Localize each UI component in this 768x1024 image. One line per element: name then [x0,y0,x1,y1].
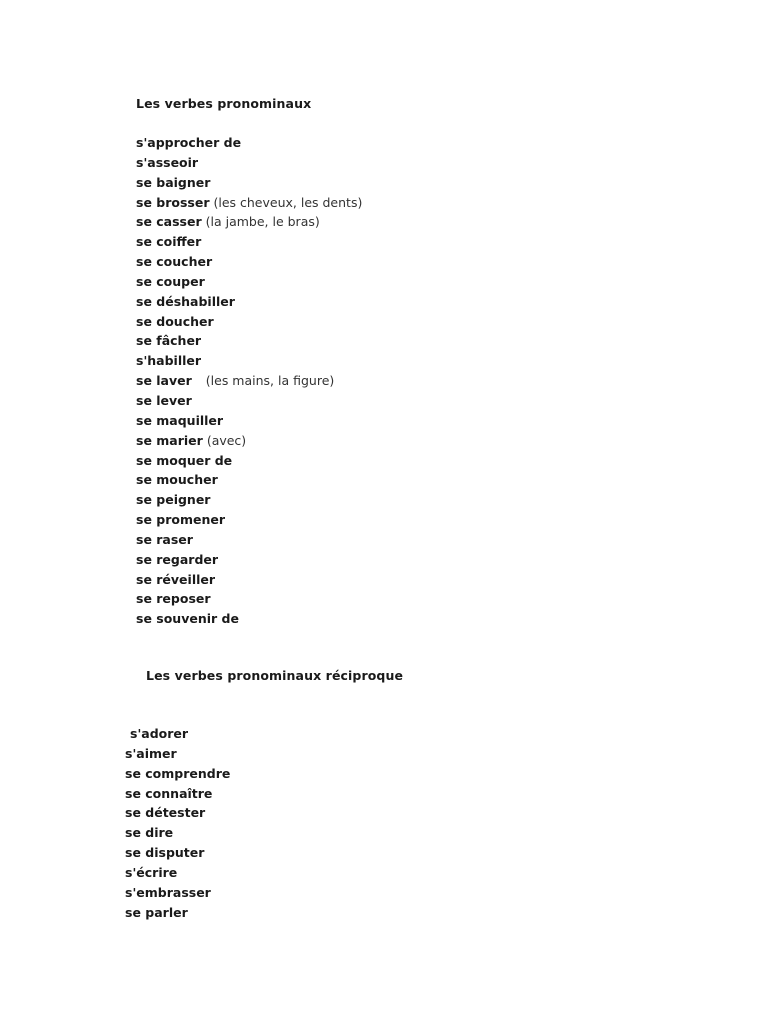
list-item [125,724,230,744]
verb-text: se souvenir de [136,611,239,627]
list-item [125,744,230,764]
list-item [136,351,362,371]
list-item [136,510,362,530]
verb-text: s'aimer [125,745,177,761]
list-item [125,883,230,903]
verb-note: (avec) [206,432,247,448]
list-item [136,470,362,490]
verb-note: (les cheveux, les dents) [213,194,363,210]
verb-text: se disputer [125,845,205,861]
list-item [136,530,362,550]
verb-text: se parler [125,904,188,920]
verb-text: s'approcher de [136,135,242,150]
list-item [136,431,362,451]
verb-text: se regarder [136,551,219,567]
list-item [136,490,362,510]
list-item [125,823,230,843]
list-item [136,589,362,609]
list-item [136,153,362,173]
verb-text: se détester [125,805,206,821]
verb-text: s'écrire [125,864,178,880]
verb-text: se promener [136,512,226,528]
verb-text: se lever [136,392,192,408]
list-item [125,863,230,883]
list-item [136,133,362,153]
reciprocal-verb-list [125,724,230,922]
verb-text: se casser [136,214,202,230]
list-item [136,570,362,590]
verb-note: (la jambe, le bras) [205,214,320,230]
verb-text: se moquer de [136,452,233,468]
verb-text: se raser [136,531,193,547]
list-item [136,391,362,411]
list-item [136,193,362,213]
verb-note: (les mains, la figure) [205,373,335,389]
verb-text: s'embrasser [125,884,211,900]
list-item [136,371,362,391]
verb-text: se couper [136,273,205,289]
list-item [136,292,362,312]
pronominal-verb-list [136,133,362,629]
list-item [125,843,230,863]
list-item [125,764,230,784]
list-item [125,803,230,823]
verb-text: se peigner [136,492,211,508]
section-title-pronominal-verbs: Les verbes pronominaux [136,96,312,111]
verb-text: se fâcher [136,333,202,349]
verb-text: s'adorer [130,726,189,741]
list-item [136,232,362,252]
list-item [136,252,362,272]
verb-text: s'asseoir [136,154,199,170]
verb-text: se doucher [136,313,214,329]
verb-text: se dire [125,825,174,841]
verb-text: se maquiller [136,412,224,428]
verb-text: se moucher [136,472,218,488]
verb-text: se coiffer [136,234,202,250]
verb-text: se marier [136,432,203,448]
verb-text: se réveiller [136,571,216,587]
section-title-reciprocal-verbs: Les verbes pronominaux réciproque [146,668,404,683]
verb-text: se connaître [125,785,213,801]
list-item [136,411,362,431]
verb-text: se laver [136,373,192,389]
verb-text: se reposer [136,591,211,607]
verb-text: se baigner [136,174,211,190]
list-item [125,903,230,923]
list-item [136,212,362,232]
verb-text: se déshabiller [136,293,235,309]
list-item [136,609,362,629]
list-item [136,312,362,332]
verb-text: se comprendre [125,765,231,781]
verb-text: se coucher [136,254,213,270]
list-item [136,272,362,292]
verb-text: s'habiller [136,353,202,369]
list-item [136,331,362,351]
list-item [136,173,362,193]
verb-text: se brosser [136,194,210,210]
list-item [125,784,230,804]
list-item [136,451,362,471]
list-item [136,550,362,570]
